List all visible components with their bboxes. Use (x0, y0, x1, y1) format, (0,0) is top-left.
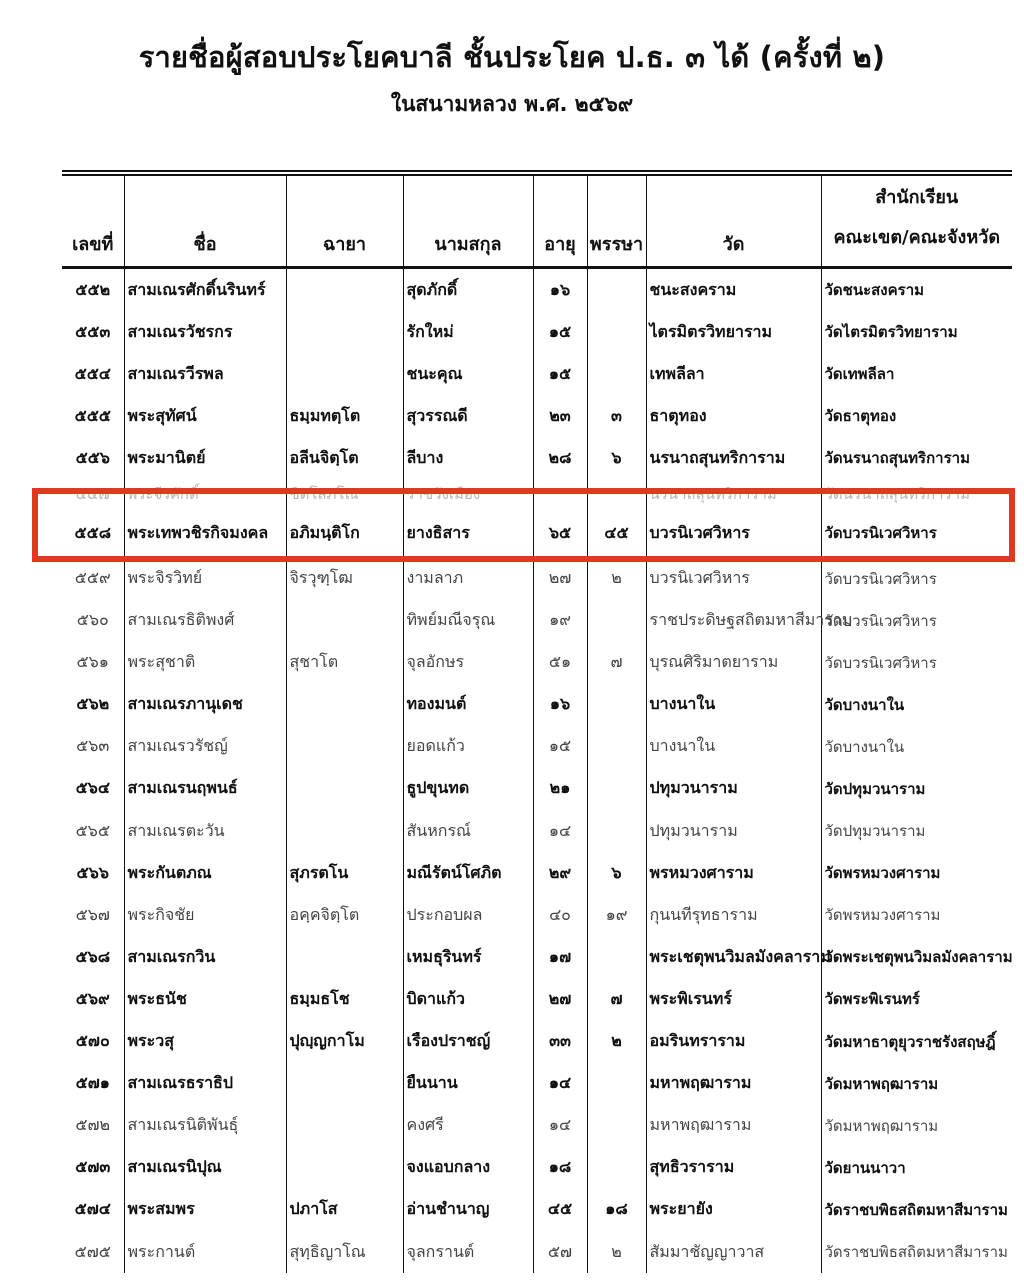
row-name: สามเณรตะวัน (124, 810, 286, 852)
row-chaya: สุชาโต (286, 642, 403, 684)
row-no: ๕๕๖ (75, 447, 110, 467)
row-no: ๕๕๘ (74, 522, 112, 542)
row-vassa: ๒ (587, 1021, 646, 1063)
row-surname: คงศรี (403, 1105, 533, 1147)
row-no: ๕๗๒ (75, 1115, 111, 1135)
row-name: พระเทพวชิรกิจมงคล (124, 509, 286, 557)
row-temple: พระยายัง (646, 1189, 821, 1231)
row-surname: ทิพย์มณีจรุณ (403, 600, 533, 642)
row-chaya (286, 1063, 403, 1105)
header-chaya: ฉายา (286, 173, 403, 268)
row-no: ๕๖๓ (76, 736, 110, 756)
row-age: ๑๕ (533, 311, 587, 353)
row-surname: ชนะคุณ (403, 353, 533, 395)
row-vassa: ๗ (587, 642, 646, 684)
row-surname: สันหกรณ์ (403, 810, 533, 852)
row-name: สามเณรธราธิป (124, 1063, 286, 1105)
row-age: ๑๔ (533, 810, 587, 852)
header-school-line1: สำนักเรียน (875, 187, 959, 208)
row-temple: ชนะสงคราม (646, 268, 821, 312)
row-name: พระสุทัศน์ (124, 395, 286, 437)
row-chaya (286, 768, 403, 810)
table-row (62, 894, 1012, 936)
row-vassa (587, 1105, 646, 1147)
table-row (62, 726, 1012, 768)
row-surname: ธูปขุนทด (403, 768, 533, 810)
header-no: เลขที่ (62, 173, 124, 268)
table-row (62, 684, 1012, 726)
row-name: พระกันตภณ (124, 852, 286, 894)
row-temple: มหาพฤฒาราม (646, 1105, 821, 1147)
header-age: อายุ (533, 173, 587, 268)
row-age: ๒๙ (533, 852, 587, 894)
highlight-box (32, 488, 1015, 562)
header-temple: วัด (646, 173, 821, 268)
row-chaya: อคฺคจิตฺโต (286, 894, 403, 936)
row-temple: อมรินทราราม (646, 1021, 821, 1063)
table-row (62, 1189, 1012, 1231)
row-age: ๒๓ (533, 395, 587, 437)
page-title: รายชื่อผู้สอบประโยคบาลี ชั้นประโยค ป.ธ. ๓ ได้ (ครั้งที่ ๒) (138, 40, 886, 74)
row-chaya: อลีนจิตฺโต (286, 437, 403, 479)
row-no: ๕๖๔ (75, 778, 110, 798)
row-age: ๑๙ (533, 600, 587, 642)
header-name: ชื่อ (124, 173, 286, 268)
row-age: ๑๘ (533, 1147, 587, 1189)
row-age: ๓๓ (533, 1021, 587, 1063)
row-age: ๒๗ (533, 978, 587, 1020)
row-school: วัดมหาพฤฒาราม (821, 1105, 1012, 1147)
row-age: ๒๘ (533, 437, 587, 479)
row-no: ๕๕๔ (74, 363, 111, 383)
table-row (62, 852, 1012, 894)
row-temple: ไตรมิตรวิทยาราม (646, 311, 821, 353)
row-age: ๖๕ (533, 509, 587, 557)
row-age: ๔๐ (533, 894, 587, 936)
row-school: วัดไตรมิตรวิทยาราม (821, 311, 1012, 353)
row-surname: จุลอักษร (403, 642, 533, 684)
row-name: สามเณรภานุเดช (124, 684, 286, 726)
row-name: สามเณรวีรพล (124, 353, 286, 395)
row-vassa (587, 768, 646, 810)
row-surname: ยางธิสาร (403, 509, 533, 557)
row-no: ๕๕๒ (75, 279, 111, 299)
row-chaya: ธมฺมธโช (286, 978, 403, 1020)
row-name: สามเณรวรัชญ์ (124, 726, 286, 768)
row-no: ๕๖๑ (76, 652, 109, 672)
row-temple: สัมมาชัญญาวาส (646, 1231, 821, 1273)
table-row (62, 978, 1012, 1020)
row-vassa (587, 268, 646, 312)
row-chaya (286, 600, 403, 642)
row-chaya (286, 726, 403, 768)
table-row (62, 1147, 1012, 1189)
row-no: ๕๖๙ (75, 988, 110, 1008)
row-no: ๕๖๕ (75, 820, 110, 840)
row-chaya: อภิมนฺติโก (286, 509, 403, 557)
row-age: ๑๔ (533, 1063, 587, 1105)
table-row (62, 600, 1012, 642)
table-header-row (62, 173, 1012, 268)
row-school: วัดราชบพิธสถิตมหาสีมาราม (821, 1189, 1012, 1231)
row-temple: ปทุมวนาราม (646, 810, 821, 852)
row-vassa (587, 810, 646, 852)
header-school-line2: คณะเขต/คณะจังหวัด (833, 227, 1001, 248)
row-temple: พระพิเรนทร์ (646, 978, 821, 1020)
row-temple: ธาตุทอง (646, 395, 821, 437)
row-age: ๒๗ (533, 557, 587, 599)
row-name: พระวสุ (124, 1021, 286, 1063)
row-school: วัดพระพิเรนทร์ (821, 978, 1012, 1020)
row-vassa: ๑๘ (587, 1189, 646, 1231)
header-school (821, 173, 1012, 268)
row-school: วัดพรหมวงศาราม (821, 852, 1012, 894)
header-surname: นามสกุล (403, 173, 533, 268)
row-age: ๑๕ (533, 726, 587, 768)
row-no: ๕๗๕ (74, 1241, 111, 1261)
row-no: ๕๖๗ (75, 904, 110, 924)
table-row (62, 437, 1012, 479)
row-chaya (286, 1147, 403, 1189)
row-age: ๑๗ (533, 936, 587, 978)
table-row (62, 642, 1012, 684)
row-no: ๕๖๘ (75, 946, 111, 966)
header-vassa: พรรษา (587, 173, 646, 268)
row-temple: พรหมวงศาราม (646, 852, 821, 894)
table-row (62, 1063, 1012, 1105)
row-temple: บุรณศิริมาตยาราม (646, 642, 821, 684)
row-age: ๒๑ (533, 768, 587, 810)
row-vassa (587, 353, 646, 395)
row-name: พระกิจชัย (124, 894, 286, 936)
row-school: วัดมหาธาตุยุวราชรังสฤษฎิ์ (821, 1021, 1012, 1063)
row-school: วัดบวรนิเวศวิหาร (821, 557, 1012, 599)
row-vassa: ๗ (587, 978, 646, 1020)
row-school: วัดธาตุทอง (821, 395, 1012, 437)
table-row (62, 311, 1012, 353)
row-school: วัดราชบพิธสถิตมหาสีมาราม (821, 1231, 1012, 1273)
row-no: ๕๗๐ (75, 1031, 110, 1051)
table-row (62, 1105, 1012, 1147)
table-row (62, 936, 1012, 978)
row-surname: สุดภักดิ์ (403, 268, 533, 312)
row-name: สามเณรนิปุณ (124, 1147, 286, 1189)
table-row (62, 768, 1012, 810)
row-name: พระสุชาติ (124, 642, 286, 684)
row-school: วัดมหาพฤฒาราม (821, 1063, 1012, 1105)
row-name: พระสมพร (124, 1189, 286, 1231)
table-row (62, 268, 1012, 312)
table-row (62, 557, 1012, 599)
table-row (62, 395, 1012, 437)
row-surname: ลีบาง (403, 437, 533, 479)
row-chaya (286, 684, 403, 726)
row-surname: ประกอบผล (403, 894, 533, 936)
row-vassa: ๒ (587, 1231, 646, 1273)
row-chaya: จิรวุฑฺโฒ (286, 557, 403, 599)
row-temple: บางนาใน (646, 726, 821, 768)
row-school: วัดนรนาถสุนทริการาม (821, 437, 1012, 479)
row-vassa: ๑๙ (587, 894, 646, 936)
row-no: ๕๕๙ (74, 568, 111, 588)
row-age: ๑๕ (533, 353, 587, 395)
row-school: วัดพรหมวงศาราม (821, 894, 1012, 936)
row-vassa (587, 936, 646, 978)
row-temple: ราชประดิษฐสถิตมหาสีมาราม (646, 600, 821, 642)
row-age: ๑๖ (533, 684, 587, 726)
row-school: วัดปทุมวนาราม (821, 810, 1012, 852)
row-temple: ปทุมวนาราม (646, 768, 821, 810)
row-chaya (286, 353, 403, 395)
row-school: วัดบวรนิเวศวิหาร (821, 600, 1012, 642)
row-no: ๕๖๐ (76, 610, 109, 630)
row-vassa (587, 684, 646, 726)
row-school: วัดชนะสงคราม (821, 268, 1012, 312)
row-temple: นรนาถสุนทริการาม (646, 479, 821, 509)
row-name: สามเณรกวิน (124, 936, 286, 978)
row-name: สามเณรวัชรกร (124, 311, 286, 353)
row-chaya: ชิตโสภโณ (286, 479, 403, 509)
row-vassa: ๖ (587, 852, 646, 894)
row-surname: บิดาแก้ว (403, 978, 533, 1020)
row-name: สามเณรนิติพันธุ์ (124, 1105, 286, 1147)
row-surname: จงแอบกลาง (403, 1147, 533, 1189)
page-subtitle: ในสนามหลวง พ.ศ. ๒๕๖๙ (390, 92, 634, 116)
row-vassa: ๒ (587, 557, 646, 599)
row-school: วัดนรนาถสุนทริการาม (821, 479, 1012, 509)
row-name: สามเณรศักดิ์นรินทร์ (124, 268, 286, 312)
table-row (62, 1021, 1012, 1063)
row-surname: ราชวังเมือง (403, 479, 533, 509)
row-name: พระจิรวิทย์ (124, 557, 286, 599)
row-no: ๕๗๓ (75, 1157, 111, 1177)
row-vassa: ๔๕ (587, 509, 646, 557)
row-temple: กุนนทีรุทธาราม (646, 894, 821, 936)
row-no: ๕๖๖ (76, 862, 109, 882)
row-school: วัดบวรนิเวศวิหาร (821, 642, 1012, 684)
row-chaya: ธมฺมทตฺโต (286, 395, 403, 437)
row-surname: เหมธุรินทร์ (403, 936, 533, 978)
row-temple: มหาพฤฒาราม (646, 1063, 821, 1105)
row-surname: เรืองปราชญ์ (403, 1021, 533, 1063)
row-chaya: ปภาโส (286, 1189, 403, 1231)
row-chaya (286, 311, 403, 353)
row-name: พระมานิตย์ (124, 437, 286, 479)
row-no: ๕๕๓ (75, 321, 111, 341)
table-row (62, 1231, 1012, 1273)
row-temple: นรนาถสุนทริการาม (646, 437, 821, 479)
row-name: สามเณรนฤพนธ์ (124, 768, 286, 810)
row-temple: บวรนิเวศวิหาร (646, 509, 821, 557)
row-school: วัดเทพลีลา (821, 353, 1012, 395)
row-vassa: ๓ (587, 395, 646, 437)
row-chaya: สุภรตโน (286, 852, 403, 894)
row-temple: บวรนิเวศวิหาร (646, 557, 821, 599)
row-surname: งามลาภ (403, 557, 533, 599)
row-surname: มณีรัตน์โศภิต (403, 852, 533, 894)
row-temple: บางนาใน (646, 684, 821, 726)
table-row (62, 353, 1012, 395)
row-surname: ทองมนต์ (403, 684, 533, 726)
row-name: พระจีรศักดิ์ (124, 479, 286, 509)
row-chaya: ปุญฺญกาโม (286, 1021, 403, 1063)
row-surname: อ่านชำนาญ (403, 1189, 533, 1231)
row-school: วัดบางนาใน (821, 684, 1012, 726)
row-vassa: ๖ (587, 437, 646, 479)
row-surname: จุลกรานต์ (403, 1231, 533, 1273)
row-vassa (587, 1147, 646, 1189)
row-school: วัดยานนาวา (821, 1147, 1012, 1189)
row-no: ๕๗๑ (75, 1073, 110, 1093)
row-chaya (286, 268, 403, 312)
row-chaya: สุทฺธิญาโณ (286, 1231, 403, 1273)
row-age: ๑๖ (533, 268, 587, 312)
row-age: ๑๔ (533, 1105, 587, 1147)
row-name: พระกานต์ (124, 1231, 286, 1273)
row-surname: ยอดแก้ว (403, 726, 533, 768)
row-name: สามเณรธิติพงศ์ (124, 600, 286, 642)
row-no: ๕๕๗ (75, 485, 110, 504)
row-vassa (587, 726, 646, 768)
row-age: ๕๗ (533, 1231, 587, 1273)
row-age: ๔๕ (533, 1189, 587, 1231)
row-chaya (286, 810, 403, 852)
row-surname: รักใหม่ (403, 311, 533, 353)
row-surname: สุวรรณดี (403, 395, 533, 437)
row-no: ๕๖๒ (76, 694, 110, 714)
row-surname: ยืนนาน (403, 1063, 533, 1105)
row-chaya (286, 1105, 403, 1147)
row-chaya (286, 936, 403, 978)
row-age: ๕๑ (533, 642, 587, 684)
row-vassa (587, 311, 646, 353)
row-school: วัดพระเชตุพนวิมลมังคลาราม (821, 936, 1012, 978)
row-temple: พระเชตุพนวิมลมังคลาราม (646, 936, 821, 978)
row-temple: เทพลีลา (646, 353, 821, 395)
table-row (62, 810, 1012, 852)
row-vassa (587, 1063, 646, 1105)
row-school: วัดบางนาใน (821, 726, 1012, 768)
results-table (62, 170, 1012, 1273)
row-school: วัดปทุมวนาราม (821, 768, 1012, 810)
row-vassa (587, 600, 646, 642)
row-temple: สุทธิวราราม (646, 1147, 821, 1189)
row-name: พระธนัช (124, 978, 286, 1020)
row-school: วัดบวรนิเวศวิหาร (821, 509, 1012, 557)
row-no: ๕๗๔ (74, 1199, 111, 1219)
row-no: ๕๕๕ (74, 405, 111, 425)
